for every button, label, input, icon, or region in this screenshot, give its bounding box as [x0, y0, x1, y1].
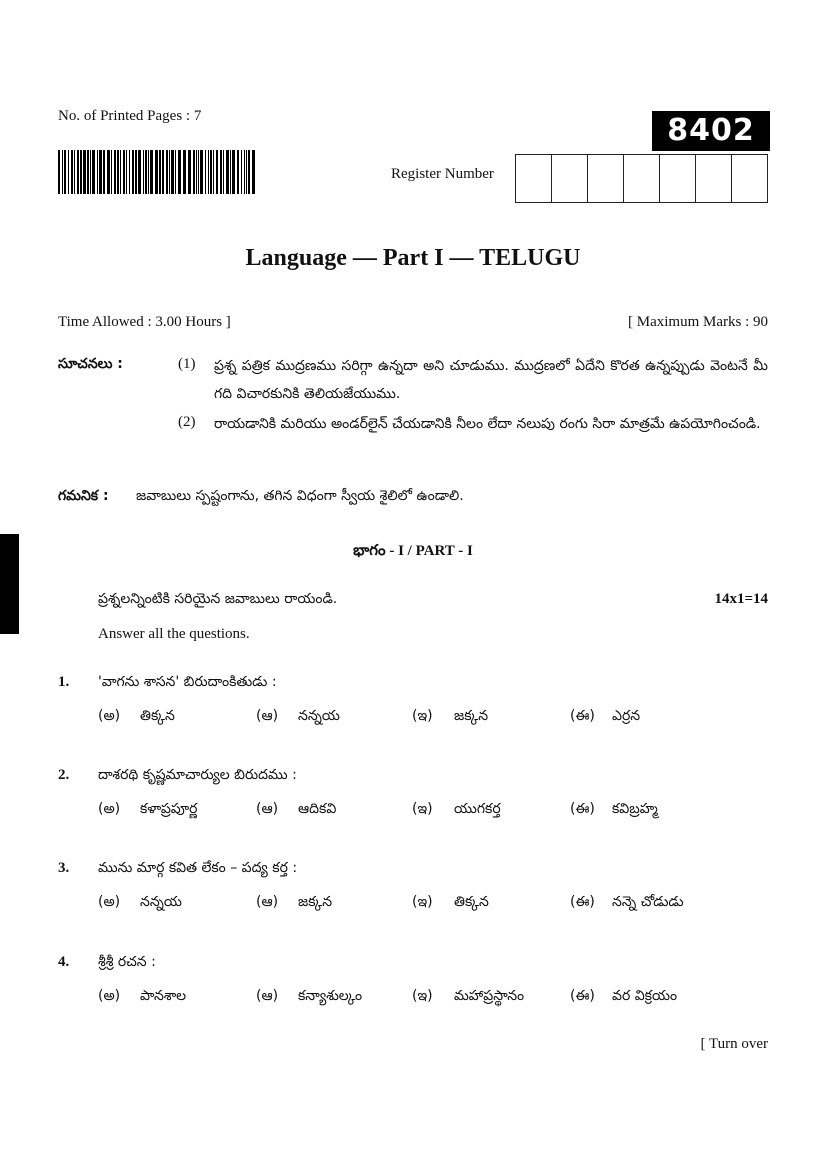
register-digit-box[interactable] [516, 155, 552, 202]
option [98, 894, 182, 913]
time-allowed: Time Allowed : 3.00 Hours ] [58, 314, 231, 330]
option-text: యుగకర్త [454, 801, 501, 817]
option-label: (ఆ) [256, 894, 279, 910]
option [570, 801, 658, 820]
register-digit-box[interactable] [696, 155, 732, 202]
instruction-text: రాయడానికి మరియు అండర్‌లైన్ చేయడానికి నీలం లేదా నలుపు రంగు సిరా మాత్రమే ఉపయోగించండి. [214, 416, 761, 432]
option [256, 801, 336, 820]
option-text: వర విక్రయం [612, 988, 678, 1004]
register-number-label: Register Number [391, 166, 494, 182]
answer-all-instruction: Answer all the questions. [98, 626, 250, 642]
register-digit-box[interactable] [660, 155, 696, 202]
option [98, 988, 186, 1007]
option-text: కవిబ్రహ్మ [612, 801, 658, 817]
register-digit-box[interactable] [732, 155, 767, 202]
section-instruction: ప్రశ్నలన్నింటికి సరియైన జవాబులు రాయండి. [98, 591, 338, 607]
option-label: (ఇ) [412, 708, 433, 724]
option [570, 988, 677, 1007]
option [570, 708, 640, 727]
question-number: 4. [58, 954, 70, 970]
instruction-number: (1) [178, 356, 196, 372]
option-label: (ఇ) [412, 801, 433, 817]
option-label: (ఆ) [256, 708, 279, 724]
barcode [58, 150, 256, 194]
option-label: (అ) [98, 708, 121, 724]
register-digit-box[interactable] [624, 155, 660, 202]
option-text: మహాప్రస్థానం [454, 988, 525, 1004]
option [412, 894, 489, 913]
option [256, 988, 362, 1007]
option-text: ఎర్రన [612, 708, 641, 724]
option [256, 708, 340, 727]
option [256, 894, 332, 913]
instructions-label: సూచనలు : [58, 356, 123, 372]
register-digit-box[interactable] [552, 155, 588, 202]
option-text: తిక్కన [140, 708, 175, 724]
register-number-boxes[interactable] [515, 154, 768, 203]
option [570, 894, 684, 913]
option-text: జక్కన [298, 894, 333, 910]
option-label: (ఈ) [570, 894, 595, 910]
page-title: Language — Part I — TELUGU [245, 245, 581, 271]
option [98, 801, 197, 820]
option-label: (ఈ) [570, 708, 595, 724]
register-digit-box[interactable] [588, 155, 624, 202]
part-heading: భాగం - I / PART - I [353, 543, 473, 559]
option-text: కన్యాశుల్కం [298, 988, 363, 1004]
marks-scheme: 14x1=14 [714, 591, 768, 607]
option-text: తిక్కన [454, 894, 489, 910]
option-label: (అ) [98, 988, 121, 1004]
option-label: (ఇ) [412, 988, 433, 1004]
paper-code-badge: 8402 [652, 111, 770, 151]
option [412, 801, 501, 820]
option-text: నన్నయ [298, 708, 340, 724]
option-text: నన్నె చోడుడు [612, 894, 684, 910]
question-text: మును మార్గ కవిత లేకం – పద్య కర్త : [98, 860, 298, 876]
printed-pages-count: No. of Printed Pages : 7 [58, 108, 202, 124]
option-text: జక్కన [454, 708, 489, 724]
option-text: కళాప్రపూర్ణ [140, 801, 198, 817]
option-label: (ఈ) [570, 801, 595, 817]
option-text: ఆదికవి [298, 801, 337, 817]
question-number: 3. [58, 860, 70, 876]
option-text: నన్నయ [140, 894, 182, 910]
question-text: దాశరథి కృష్ణమాచార్యుల బిరుదము : [98, 767, 297, 783]
turn-over-note: [ Turn over [700, 1036, 768, 1052]
note-text: జవాబులు స్పష్టంగాను, తగిన విధంగా స్వీయ శైలిలో ఉండాలి. [136, 488, 464, 504]
question-text: శ్రీశ్రీ రచన : [98, 954, 156, 970]
instruction-text: ప్రశ్న పత్రిక ముద్రణము సరిగ్గా ఉన్నదా అని చూడుము. ముద్రణలో ఏదేని కొరత ఉన్నప్పుడు వెంటనే మీ గది విచారకునికి తెలియజేయుము. [214, 358, 768, 402]
option-text: పానశాల [140, 988, 187, 1004]
option-label: (ఆ) [256, 988, 279, 1004]
question-text: 'వాగను శాసన' బిరుదాంకితుడు : [98, 674, 277, 690]
note-label: గమనిక : [58, 488, 109, 504]
option [412, 708, 488, 727]
option-label: (ఆ) [256, 801, 279, 817]
option-label: (అ) [98, 894, 121, 910]
option-label: (అ) [98, 801, 121, 817]
option-label: (ఈ) [570, 988, 595, 1004]
option [412, 988, 524, 1007]
question-number: 1. [58, 674, 70, 690]
maximum-marks: [ Maximum Marks : 90 [628, 314, 768, 330]
instruction-number: (2) [178, 414, 196, 430]
question-number: 2. [58, 767, 70, 783]
option-label: (ఇ) [412, 894, 433, 910]
option [98, 708, 175, 727]
